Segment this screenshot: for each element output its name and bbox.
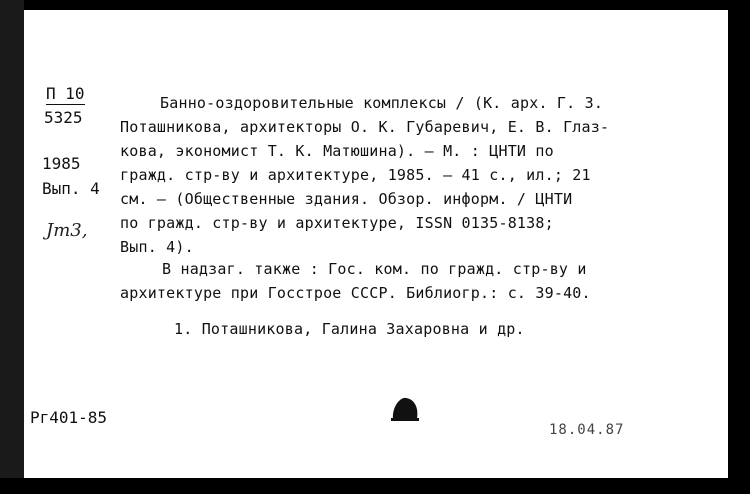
handwritten-note: Jm3, (46, 220, 88, 241)
scan-border-left (0, 0, 24, 494)
date-stamp: 18.04.87 (549, 422, 625, 438)
scan-border-bottom (0, 478, 750, 494)
note-line-2: архитектуре при Госстрое СССР. Библиогр.: с. 39-40. (120, 284, 591, 302)
entry-line-4: гражд. стр-ву и архитектуре, 1985. — 41 с., ил.; 21 (120, 166, 591, 184)
call-number-line1: П 10 (46, 84, 85, 103)
note-line-1: В надзаг. также : Гос. ком. по гражд. стр-ву и (162, 260, 587, 278)
ink-blot-mark (388, 393, 422, 423)
call-number-year: 1985 (42, 154, 81, 173)
entry-line-3: кова, экономист Т. К. Матюшина). — М. : ЦНТИ по (120, 142, 554, 160)
entry-line-1: Банно-оздоровительные комплексы / (К. арх. Г. З. (160, 94, 604, 112)
entry-line-2: Поташникова, архитекторы О. К. Губаревич, Е. В. Глаз- (120, 118, 610, 136)
entry-line-7: Вып. 4). (120, 238, 194, 256)
tracing-entry: 1. Поташникова, Галина Захаровна и др. (174, 320, 525, 338)
scan-border-top (0, 0, 750, 10)
call-number-issue: Вып. 4 (42, 179, 100, 198)
entry-line-5: см. — (Общественные здания. Обзор. информ. / ЦНТИ (120, 190, 573, 208)
catalog-code: Рг401-85 (30, 408, 108, 427)
call-number-line2: 5325 (44, 108, 83, 127)
catalog-card (24, 10, 728, 478)
entry-line-6: по гражд. стр-ву и архитектуре, ISSN 0135-8138; (120, 214, 554, 232)
